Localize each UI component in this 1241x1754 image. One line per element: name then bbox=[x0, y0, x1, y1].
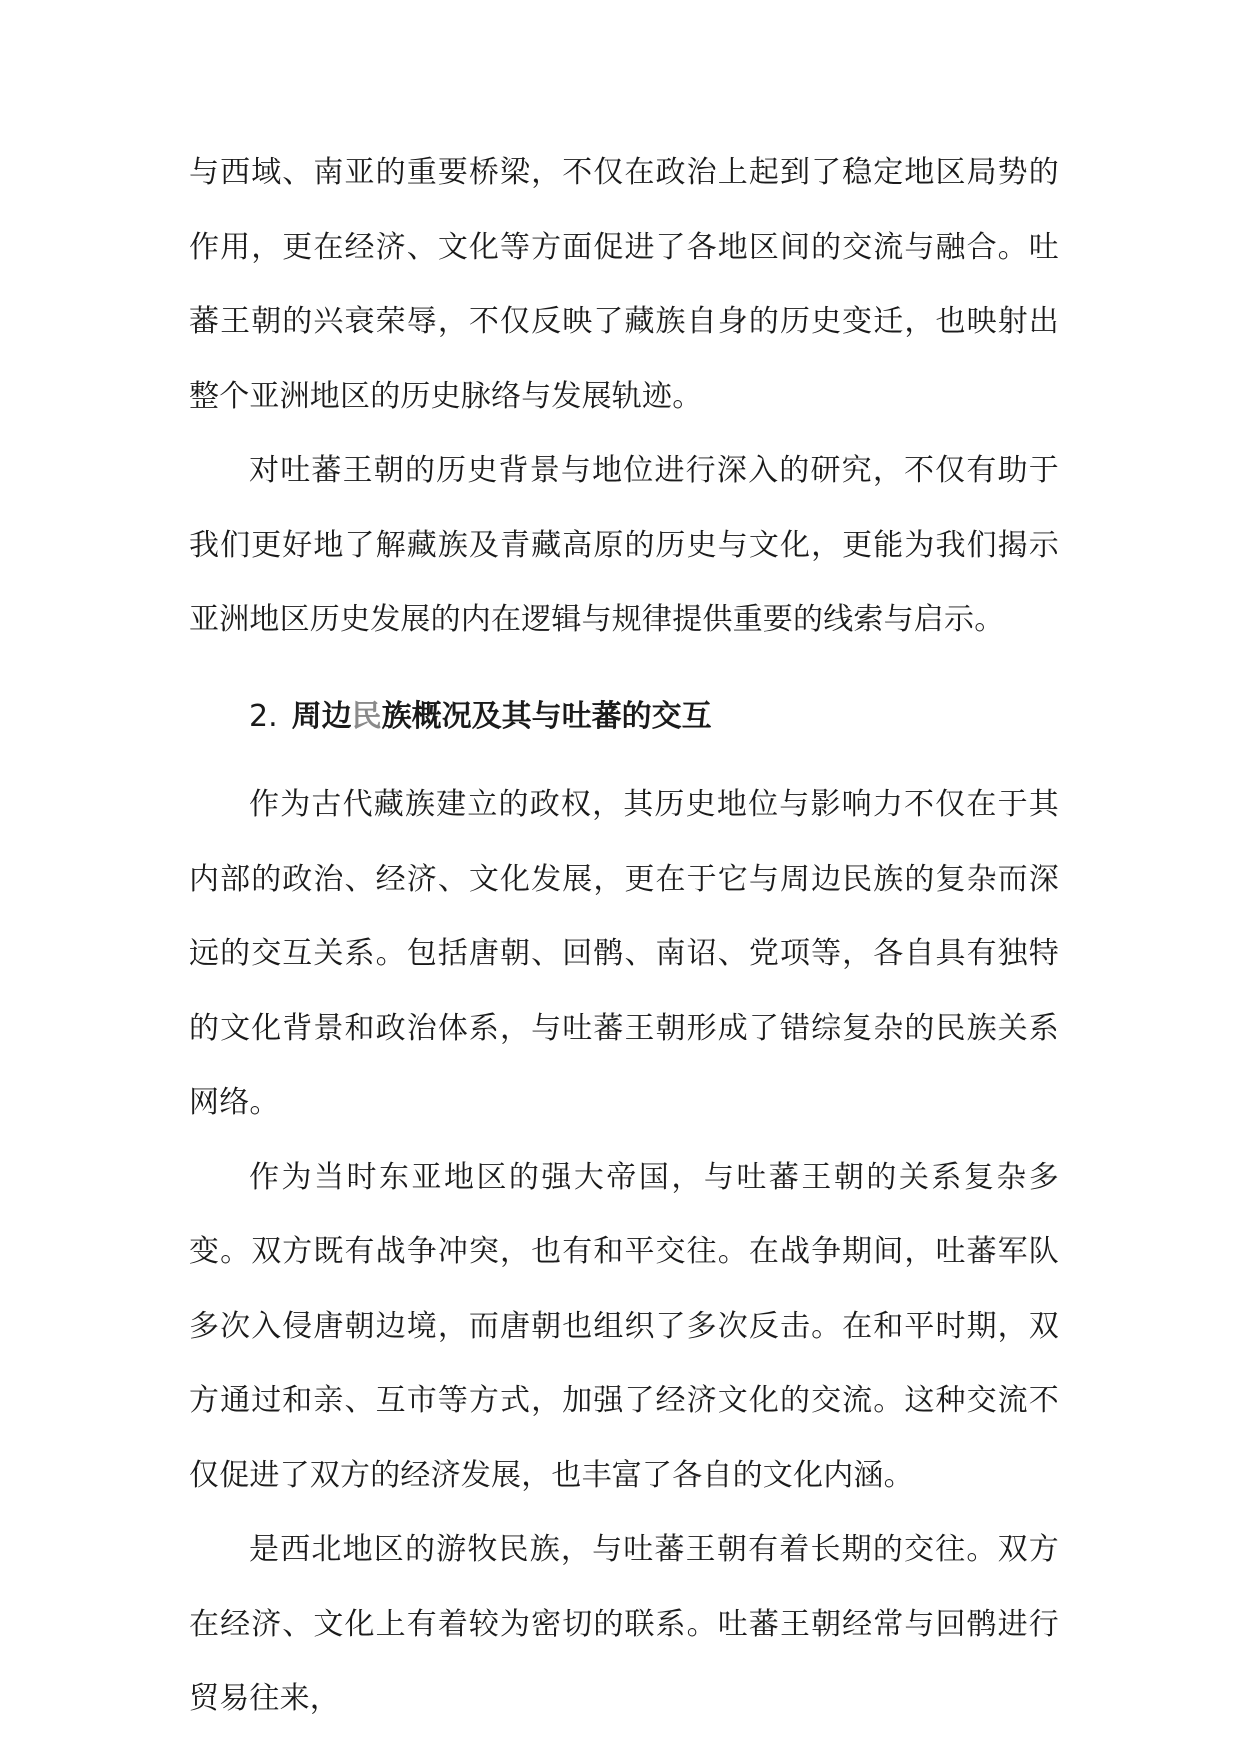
section-title-faded-char: 民 bbox=[351, 698, 382, 734]
section-number: 2. bbox=[249, 698, 278, 734]
body-paragraph-4: 作为当时东亚地区的强大帝国，与吐蕃王朝的关系复杂多变。双方既有战争冲突，也有和平交往。在战争期间，吐蕃军队多次入侵唐朝边境，而唐朝也组织了多次反击。在和平时期，双方通过和亲、互市等方式，加强了经济文化的交流。这种交流不仅促进了双方的经济发展，也丰富了各自的文化内涵。 bbox=[189, 1159, 1059, 1493]
body-paragraph-3: 作为古代藏族建立的政权，其历史地位与影响力不仅在于其内部的政治、经济、文化发展，更在于它与周边民族的复杂而深远的交互关系。包括唐朝、回鹘、南诏、党项等，各自具有独特的文化背景和政治体系，与吐蕃王朝形成了错综复杂的民族关系网络。 bbox=[189, 787, 1059, 1120]
section-title-start: 周边 bbox=[291, 698, 352, 734]
body-paragraph-5: 是西北地区的游牧民族，与吐蕃王朝有着长期的交往。双方在经济、文化上有着较为密切的联系。吐蕃王朝经常与回鹘进行贸易往来， bbox=[189, 1532, 1059, 1716]
body-paragraph-1: 与西域、南亚的重要桥梁，不仅在政治上起到了稳定地区局势的作用，更在经济、文化等方面促进了各地区间的交流与融合。吐蕃王朝的兴衰荣辱，不仅反映了藏族自身的历史变迁，也映射出整个亚洲地区的历史脉络与发展轨迹。 bbox=[189, 155, 1059, 414]
body-paragraph-2: 对吐蕃王朝的历史背景与地位进行深入的研究，不仅有助于我们更好地了解藏族及青藏高原的历史与文化，更能为我们揭示亚洲地区历史发展的内在逻辑与规律提供重要的线索与启示。 bbox=[189, 453, 1059, 637]
section-heading bbox=[189, 680, 1059, 755]
section-title-end: 族概况及其与吐蕃的交互 bbox=[381, 698, 712, 734]
document-body bbox=[189, 136, 1059, 1737]
